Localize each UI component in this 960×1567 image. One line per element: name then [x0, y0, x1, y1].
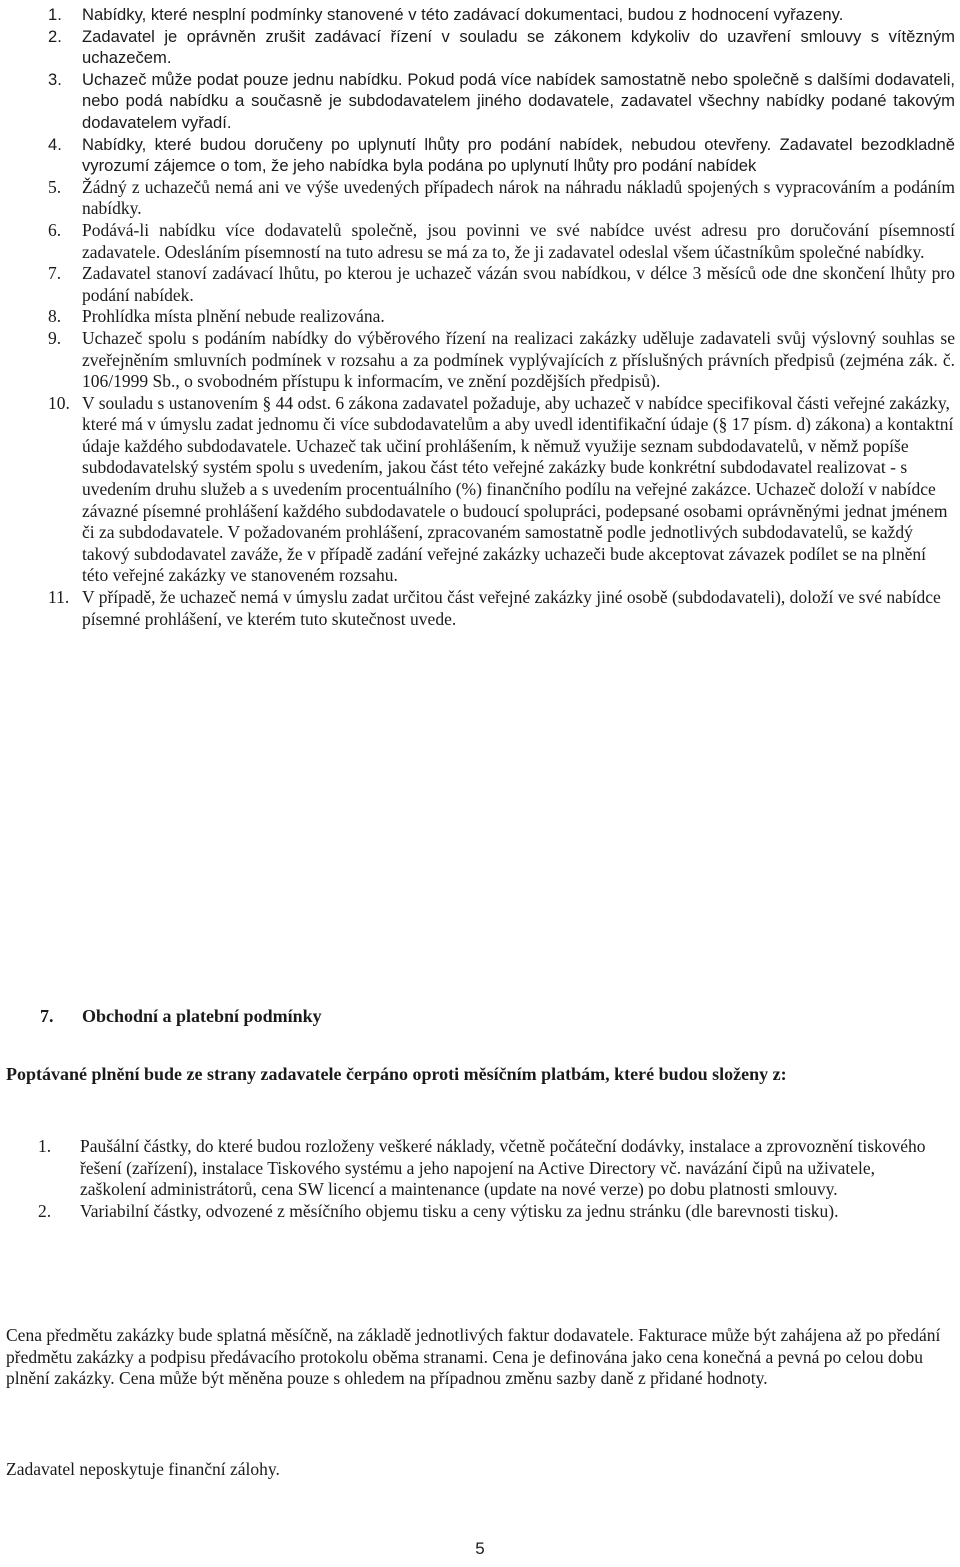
list-item [0, 134, 955, 177]
item-text: Zadavatel stanoví zadávací lhůtu, po kterou je uchazeč vázán svou nabídkou, v délce 3 měsíců ode dne skončení lhůty pro podání nabídek. [82, 263, 955, 305]
list-item [0, 393, 955, 587]
item-number: 2. [48, 26, 62, 46]
item-text: Uchazeč může podat pouze jednu nabídku. Pokud podá více nabídek samostatně nebo společně s dalšími dodavateli, nebo podá nabídku a současně je subdodavatelem jiného dodavatele, zadavatel všechny nabídky podané takovým dodavatelem vyřadí. [82, 69, 955, 132]
list-item [0, 1136, 935, 1201]
conditions-list [0, 4, 955, 630]
item-text: Paušální částky, do které budou rozloženy veškeré náklady, včetně počáteční dodávky, instalace a zprovoznění tiskového řešení (zařízení), instalace Tiskového systému a jeho napojení na Active Directory vč. navázání čipů na uživatele, zaškolení administrátorů, cena SW licencí a maintenance (update na nové verze) po dobu platnosti smlouvy. [80, 1136, 926, 1200]
list-item [0, 26, 955, 69]
item-text: Žádný z uchazečů nemá ani ve výše uvedených případech nárok na náhradu nákladů spojených s vypracováním a podáním nabídky. [82, 176, 955, 219]
item-number: 10. [48, 392, 70, 413]
list-item [0, 177, 955, 220]
item-number: 11. [48, 587, 70, 608]
price-paragraph: Cena předmětu zakázky bude splatná měsíčně, na základě jednotlivých faktur dodavatele. Fakturace může být zahájena až po předání předmětu zakázky a podpisu předávacího protokolu oběma stranami. Cena je definována jako cena konečná a pevná po celou dobu plnění zakázky. Cena může být měněna pouze s ohledem na případnou změnu sazby daně z přidané hodnoty. [6, 1325, 941, 1389]
section-number: 7. [40, 1006, 54, 1026]
page-number: 5 [475, 1539, 485, 1558]
item-number: 3. [48, 69, 62, 89]
list-item [0, 69, 955, 134]
section-heading [40, 1006, 322, 1028]
item-number: 2. [38, 1200, 52, 1221]
advance-paragraph: Zadavatel neposkytuje finanční zálohy. [6, 1459, 280, 1479]
item-text: V případě, že uchazeč nemá v úmyslu zadat určitou část veřejné zakázky jiné osobě (subdodavateli), doloží ve své nabídce písemné prohlášení, ve kterém tuto skutečnost uvede. [82, 587, 941, 629]
item-number: 4. [48, 134, 62, 154]
list-item [0, 4, 955, 26]
item-text: Nabídky, které budou doručeny po uplynutí lhůty pro podání nabídek, nebudou otevřeny. Zadavatel bezodkladně vyrozumí zájemce o tom, že jeho nabídka byla podána po uplynutí lhůty pro podání nabídek [82, 134, 955, 176]
list-item [0, 587, 955, 630]
list-item [0, 1201, 935, 1223]
item-text: Variabilní částky, odvozené z měsíčního objemu tisku a ceny výtisku za jednu stránku (dle barevnosti tisku). [80, 1200, 839, 1221]
item-text: V souladu s ustanovením § 44 odst. 6 zákona zadavatel požaduje, aby uchazeč v nabídce specifikoval části veřejné zakázky, které má v úmyslu zadat jednomu či více subdodavatelům a aby uvedl identifikační údaje (§ 17 písm. d) zákona) a kontaktní údaje každého subdodavatele. Uchazeč tak učiní prohlášením, k němuž využije seznam subdodavatelů, v němž popíše subdodavatelský systém spolu s uvedením, jakou část této veřejné zakázky bude konkrétní subdodavatel realizovat - s uvedením druhu služeb a s uvedením procentuálního (%) finančního podílu na veřejné zakázce. Uchazeč doloží v nabídce závazné písemné prohlášení každého subdodavatele o budoucí spolupráci, podepsané osobami oprávněnými jednat jménem či za subdodavatele. V požadovaném prohlášení, zpracovaném samostatně podle jednotlivých subdodavatelů, se každý takový subdodavatel zaváže, že v případě zadání veřejné zakázky uchazeči bude akceptovat závazek podílet se na plnění této veřejné zakázky ve stanoveném rozsahu. [82, 392, 954, 586]
item-number: 6. [48, 219, 62, 240]
item-text: Podává-li nabídku více dodavatelů společně, jsou povinni ve své nabídce uvést adresu pro doručování písemností zadavatele. Odesláním písemností na tuto adresu se má za to, že ji zadavatel odeslal všem účastníkům společné nabídky. [82, 219, 955, 262]
item-number: 1. [48, 5, 62, 24]
item-text: Uchazeč spolu s podáním nabídky do výběrového řízení na realizaci zakázky uděluje zadavateli svůj výslovný souhlas se zveřejněním smluvních podmínek v rozsahu a za podmínek vyplývajících z příslušných právních předpisů (zejména zák. č. 106/1999 Sb., o svobodném přístupu k informacím, ve znění pozdějších předpisů). [82, 327, 955, 392]
item-number: 5. [48, 176, 62, 197]
item-number: 9. [48, 327, 62, 348]
item-text: Nabídky, které nesplní podmínky stanovené v této zadávací dokumentaci, budou z hodnocení vyřazeny. [82, 5, 844, 24]
list-item [0, 328, 955, 393]
list-item [0, 220, 955, 263]
item-number: 8. [48, 306, 62, 327]
item-number: 7. [48, 263, 62, 284]
item-number: 1. [38, 1136, 52, 1156]
item-text: Prohlídka místa plnění nebude realizována. [82, 306, 385, 327]
item-text: Zadavatel je oprávněn zrušit zadávací řízení v souladu se zákonem kdykoliv do uzavření smlouvy s vítězným uchazečem. [82, 26, 955, 68]
payment-list [0, 1136, 935, 1222]
list-item [0, 263, 955, 306]
section-title: Obchodní a platební podmínky [82, 1006, 322, 1026]
list-item [0, 306, 955, 328]
payment-intro: Poptávané plnění bude ze strany zadavatele čerpáno oproti měsíčním platbám, které budou složeny z: [6, 1064, 787, 1084]
